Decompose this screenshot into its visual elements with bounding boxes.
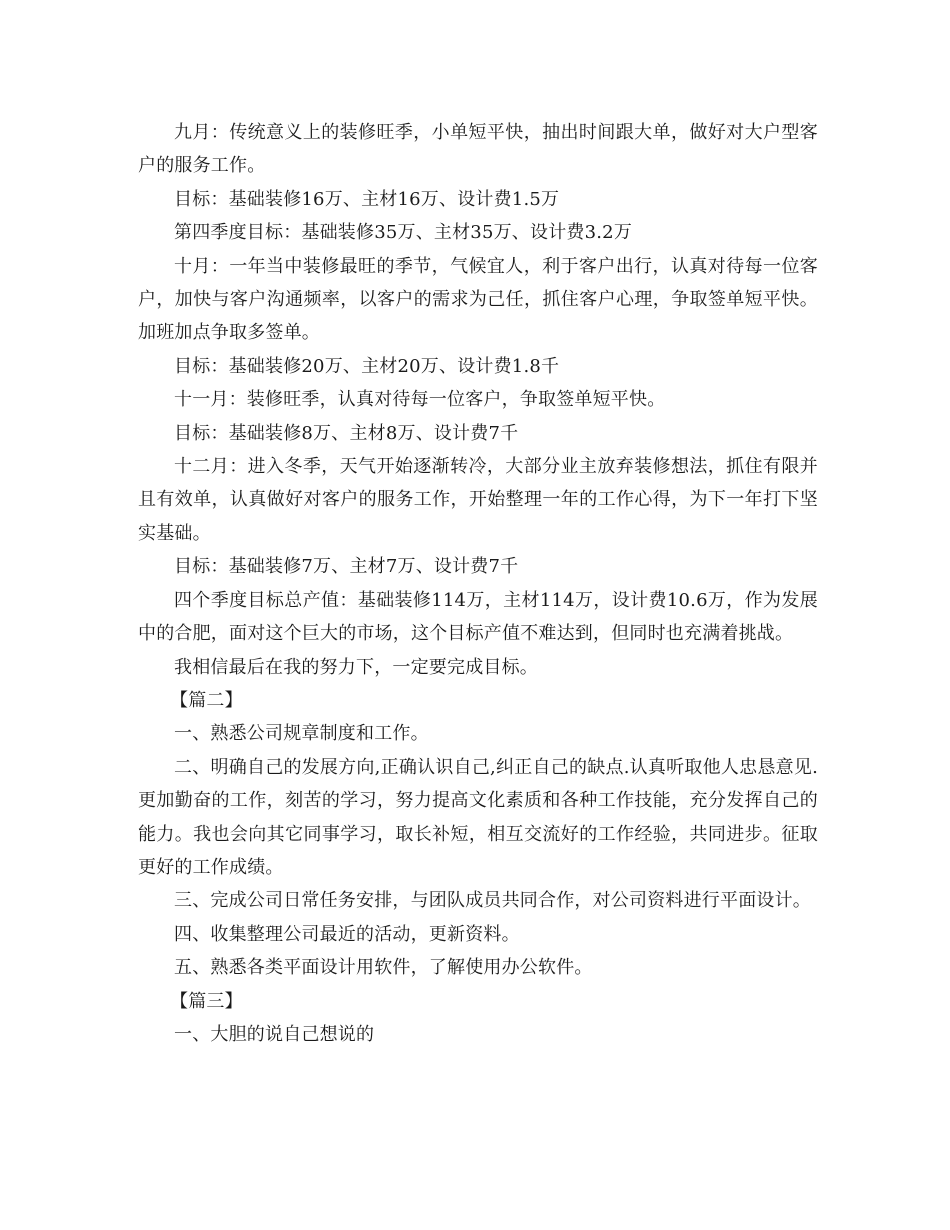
paragraph-q4-target: 第四季度目标：基础装修35万、主材35万、设计费3.2万 bbox=[174, 222, 633, 244]
paragraph-september-target: 目标：基础装修16万、主材16万、设计费1.5万 bbox=[174, 188, 560, 210]
paragraph-item-two: 二、明确自己的发展方向,正确认识自己,纠正自己的缺点.认真听取他人忠恳意见.更加勤奋的工作，刻苦的学习，努力提高文化素质和各种工作技能，充分发挥自己的能力。我也会向其它同事学习，取长补短，相互交流好的工作经验，共同进步。征取更好的工作成绩。 bbox=[138, 756, 818, 878]
section-heading-part-two: 【篇二】 bbox=[170, 689, 243, 711]
document-body bbox=[138, 116, 818, 1051]
paragraph-october-target: 目标：基础装修20万、主材20万、设计费1.8千 bbox=[174, 355, 560, 377]
paragraph-september: 九月：传统意义上的装修旺季，小单短平快，抽出时间跟大单，做好对大户型客户的服务工作。 bbox=[138, 122, 818, 177]
paragraph-part-three-item-one: 一、大胆的说自己想说的 bbox=[174, 1023, 375, 1045]
paragraph-november-target: 目标：基础装修8万、主材8万、设计费7千 bbox=[174, 422, 519, 444]
paragraph-annual-total: 四个季度目标总产值：基础装修114万，主材114万，设计费10.6万，作为发展中的合肥，面对这个巨大的市场，这个目标产值不难达到，但同时也充满着挑战。 bbox=[138, 589, 818, 645]
paragraph-december: 十二月：进入冬季，天气开始逐渐转冷，大部分业主放弃装修想法，抓住有限并且有效单，认真做好对客户的服务工作，开始整理一年的工作心得，为下一年打下坚实基础。 bbox=[138, 456, 818, 544]
paragraph-item-three: 三、完成公司日常任务安排，与团队成员共同合作，对公司资料进行平面设计。 bbox=[174, 890, 811, 912]
paragraph-december-target: 目标：基础装修7万、主材7万、设计费7千 bbox=[174, 556, 519, 578]
paragraph-item-four: 四、收集整理公司最近的活动，更新资料。 bbox=[174, 923, 520, 945]
section-heading-part-three: 【篇三】 bbox=[170, 990, 243, 1012]
paragraph-item-one: 一、熟悉公司规章制度和工作。 bbox=[174, 723, 429, 745]
paragraph-item-five: 五、熟悉各类平面设计用软件，了解使用办公软件。 bbox=[174, 957, 593, 979]
paragraph-october: 十月：一年当中装修最旺的季节，气候宜人，利于客户出行，认真对待每一位客户，加快与客户沟通频率，以客户的需求为己任，抓住客户心理，争取签单短平快。加班加点争取多签单。 bbox=[138, 255, 818, 344]
paragraph-november: 十一月：装修旺季，认真对待每一位客户，争取签单短平快。 bbox=[174, 389, 666, 411]
paragraph-conclusion: 我相信最后在我的努力下，一定要完成目标。 bbox=[174, 656, 538, 678]
